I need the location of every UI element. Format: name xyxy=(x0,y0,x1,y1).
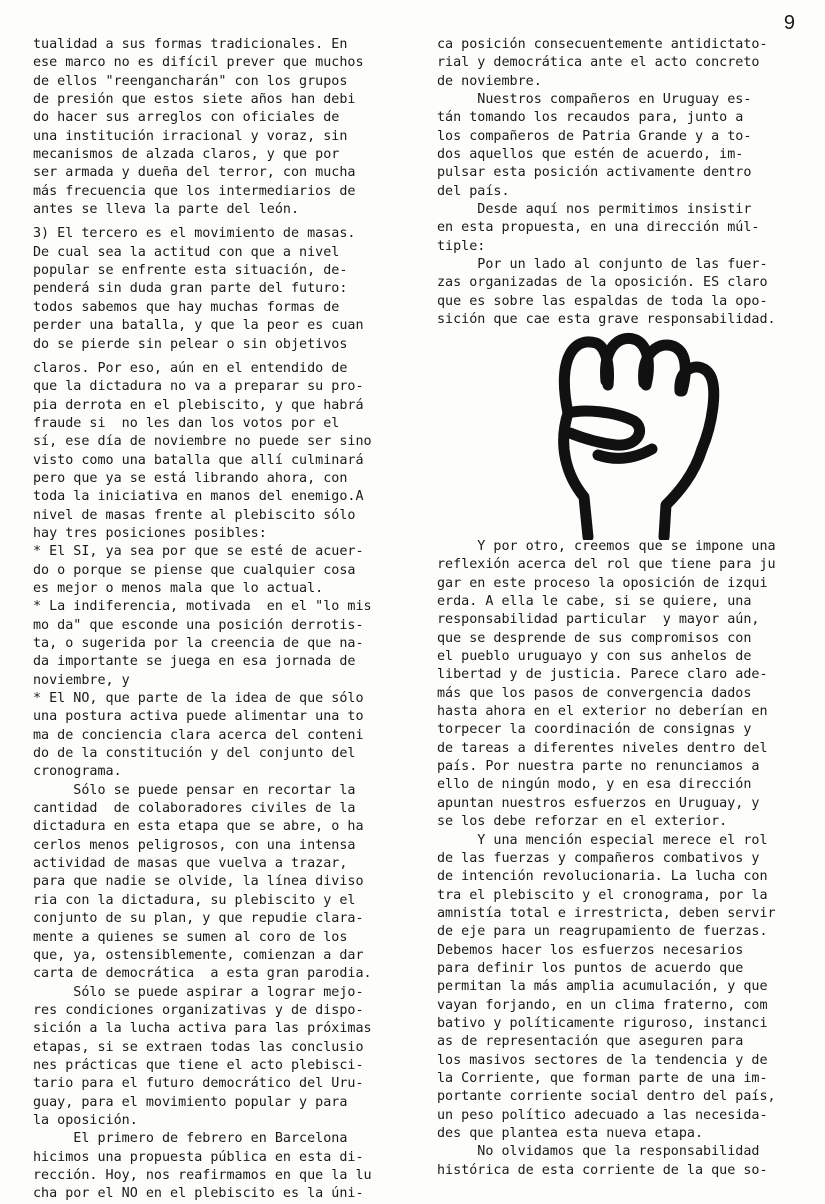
text-line: una institución irracional y voraz, sin xyxy=(33,128,348,144)
text-line: des que plantea esta nueva etapa. xyxy=(437,1126,704,1141)
text-line: para definir los puntos de acuerdo que xyxy=(437,960,744,976)
text-line: que se desprende de sus compromisos con xyxy=(437,630,752,646)
text-line: en esta propuesta, en una dirección múl- xyxy=(437,220,760,236)
text-line: da importante se juega en esa jornada de xyxy=(33,654,356,670)
text-line: para que nadie se olvide, la línea diviso xyxy=(33,874,364,890)
text-line: ca posición consecuentemente antidictato- xyxy=(437,37,768,52)
text-line: se los debe reforzar en el exterior. xyxy=(437,814,728,830)
text-line: De cual sea la actitud con que a nivel xyxy=(33,244,340,260)
text-line: rial y democrática ante el acto concreto xyxy=(437,55,760,71)
text-line: guay, para el movimiento popular y para xyxy=(33,1094,348,1110)
text-line: mente a quienes se sumen al coro de los xyxy=(33,929,348,945)
text-line: un peso político adecuado a las necesida- xyxy=(437,1107,768,1123)
text-line: cronograma. xyxy=(33,764,122,780)
text-line: nes prácticas que tiene el acto plebisci- xyxy=(33,1057,364,1073)
text-line: ese marco no es difícil prever que muchos xyxy=(33,55,364,71)
text-line: do de la constitución y del conjunto del xyxy=(33,746,356,762)
text-line: amnistía total e irrestricta, deben servir xyxy=(437,905,776,921)
right-column-top xyxy=(437,36,809,330)
text-line: do o porque se piense que cualquier cosa xyxy=(33,562,356,578)
text-line: hicimos una propuesta pública en esta di- xyxy=(33,1149,364,1165)
text-line: los compañeros de Patria Grande y a to- xyxy=(437,128,752,144)
text-line: Debemos hacer los esfuerzos necesarios xyxy=(437,942,744,958)
text-line: tán tomando los recaudos para, junto a xyxy=(437,110,744,126)
text-line: de presión que estos siete años han debi xyxy=(33,92,356,108)
text-line: el pueblo uruguayo y con sus anhelos de xyxy=(437,649,752,665)
text-line: res condiciones organizativas y de dispo- xyxy=(33,1002,364,1018)
text-line: do se pierde sin pelear o sin objetivos xyxy=(33,336,348,352)
raised-fist-illustration xyxy=(478,325,763,540)
text-line: del país. xyxy=(437,183,510,199)
text-line: que la dictadura no va a preparar su pro- xyxy=(33,379,364,395)
text-line: carta de democrática a esta gran parodia. xyxy=(33,966,372,982)
text-line: 3) El tercero es el movimiento de masas. xyxy=(33,226,356,242)
text-line: erda. A ella le cabe, si se quiere, una xyxy=(437,594,752,610)
text-line: vayan forjando, en un clima fraterno, com xyxy=(437,997,768,1013)
text-line: ma de conciencia clara acerca del conteni xyxy=(33,727,364,743)
text-line: * La indiferencia, motivada en el "lo mis xyxy=(33,599,372,615)
text-line: No olvidamos que la responsabilidad xyxy=(437,1144,760,1160)
text-line: El primero de febrero en Barcelona xyxy=(33,1131,348,1147)
text-line: Sólo se puede aspirar a lograr mejo- xyxy=(33,984,364,1000)
text-line: tiple: xyxy=(437,238,486,254)
text-line: Nuestros compañeros en Uruguay es- xyxy=(437,92,752,108)
text-line: popular se enfrente esta situación, de- xyxy=(33,263,348,279)
text-line: penderá sin duda gran parte del futuro: xyxy=(33,281,348,297)
text-line: es mejor o menos mala que lo actual. xyxy=(33,580,324,596)
text-line: sición que cae esta grave responsabilidad. xyxy=(437,312,776,328)
text-line: Desde aquí nos permitimos insistir xyxy=(437,202,752,218)
text-line: pero que ya se está librando ahora, con xyxy=(33,470,348,486)
text-line: Y por otro, creemos que se impone una xyxy=(437,539,776,554)
text-line: rección. Hoy, nos reafirmamos en que la lu xyxy=(33,1167,372,1183)
text-line: Y una mención especial merece el rol xyxy=(437,832,768,848)
right-column-bottom xyxy=(437,538,809,1180)
text-line: cha por el NO en el plebiscito es la úni- xyxy=(33,1186,364,1202)
text-line: nivel de masas frente al plebiscito sólo xyxy=(33,507,356,523)
text-line: Por un lado al conjunto de las fuer- xyxy=(437,257,768,273)
text-line: claros. Por eso, aún en el entendido de xyxy=(33,360,348,376)
text-line: tario para el futuro democrático del Uru- xyxy=(33,1076,364,1092)
text-line: que, ya, ostensiblemente, comienzan a dar xyxy=(33,947,364,963)
text-line: portante corriente social dentro del país, xyxy=(437,1089,776,1105)
text-line: más frecuencia que los intermediarios de xyxy=(33,183,356,199)
text-line: apuntan nuestros esfuerzos en Uruguay, y xyxy=(437,795,760,811)
text-line: pia derrota en el plebiscito, y que habrá xyxy=(33,397,364,413)
text-line: ta, o sugerida por la creencia de que na- xyxy=(33,636,364,651)
text-line: histórica de esta corriente de la que so- xyxy=(437,1162,768,1178)
text-line: ser armada y dueña del terror, con mucha xyxy=(33,165,356,181)
text-line: pulsar esta posición activamente dentro xyxy=(437,165,752,181)
text-line: la oposición. xyxy=(33,1112,138,1128)
text-line: cerlos menos peligrosos, con una intensa xyxy=(33,837,356,853)
text-line: país. Por nuestra parte no renunciamos a xyxy=(437,759,760,775)
raised-fist-icon xyxy=(506,325,736,540)
text-line: cantidad de colaboradores civiles de la xyxy=(33,801,356,817)
text-line: reflexión acerca del rol que tiene para ju xyxy=(437,557,776,573)
text-line: de intención revolucionaria. La lucha con xyxy=(437,869,768,885)
text-line: do hacer sus arreglos con oficiales de xyxy=(33,110,340,126)
text-line: hay tres posiciones posibles: xyxy=(33,525,267,541)
text-line: Sólo se puede pensar en recortar la xyxy=(33,782,356,798)
page-number: 9 xyxy=(783,12,795,34)
text-line: de tareas a diferentes niveles dentro del xyxy=(437,740,768,756)
text-line: etapas, si se extraen todas las conclusio xyxy=(33,1039,364,1055)
text-line: una postura activa puede alimentar una to xyxy=(33,709,364,725)
text-line: de ellos "reengancharán" con los grupos xyxy=(33,73,348,89)
text-line: sición a la lucha activa para las próximas xyxy=(33,1021,372,1037)
text-line: de eje para un reagrupamiento de fuerzas. xyxy=(437,924,768,940)
text-line: fraude si no les dan los votos por el xyxy=(33,415,340,431)
text-line: hasta ahora en el exterior no deberían en xyxy=(437,704,768,720)
text-line: que es sobre las espaldas de toda la opo- xyxy=(437,293,768,309)
text-line: tualidad a sus formas tradicionales. En xyxy=(33,37,348,52)
text-line: ria con la dictadura, su plebiscito y el xyxy=(33,892,356,908)
text-line: toda la iniciativa en manos del enemigo.A xyxy=(33,489,364,505)
text-line: perder una batalla, y que la peor es cuan xyxy=(33,318,364,334)
text-line: * El NO, que parte de la idea de que sólo xyxy=(33,691,364,707)
text-line: sí, ese día de noviembre no puede ser sino xyxy=(33,434,372,450)
text-line: dos aquellos que estén de acuerdo, im- xyxy=(437,147,744,163)
text-line: noviembre, y xyxy=(33,672,130,688)
text-line: la Corriente, que forman parte de una im- xyxy=(437,1070,768,1086)
text-line: mo da" que esconde una posición derrotis- xyxy=(33,617,364,633)
text-line: responsabilidad particular y mayor aún, xyxy=(437,612,760,628)
left-column xyxy=(33,36,403,1204)
text-line: torpecer la coordinación de consignas y xyxy=(437,722,752,738)
text-line: conjunto de su plan, y que repudie clara- xyxy=(33,911,364,927)
text-line: bativo y políticamente riguroso, instanci xyxy=(437,1015,768,1031)
text-line: antes se lleva la parte del león. xyxy=(33,202,300,218)
text-line: permitan la más amplia acumulación, y que xyxy=(437,979,768,995)
text-line: visto como una batalla que allí culminará xyxy=(33,452,364,468)
text-line: de las fuerzas y compañeros combativos y xyxy=(437,850,760,866)
text-line: de noviembre. xyxy=(437,73,542,89)
text-line: ello de ningún modo, y en esa dirección xyxy=(437,777,752,793)
text-line: todos sabemos que hay muchas formas de xyxy=(33,299,340,315)
text-line: actividad de masas que vuelva a trazar, xyxy=(33,856,348,872)
text-line: más que los pasos de convergencia dados xyxy=(437,685,752,701)
text-line: los masivos sectores de la tendencia y de xyxy=(437,1052,768,1068)
text-line: dictadura en esta etapa que se abre, o ha xyxy=(33,819,364,835)
text-line: zas organizadas de la oposición. ES claro xyxy=(437,275,768,291)
text-line: tra el plebiscito y el cronograma, por la xyxy=(437,887,768,903)
text-line: * El SI, ya sea por que se esté de acuer- xyxy=(33,544,364,560)
text-line: as de representación que aseguren para xyxy=(437,1034,744,1050)
text-line: gar en este proceso la oposición de izqui xyxy=(437,575,768,591)
text-line: mecanismos de alzada claros, y que por xyxy=(33,147,340,163)
text-line: libertad y de justicia. Parece claro ade- xyxy=(437,667,768,683)
